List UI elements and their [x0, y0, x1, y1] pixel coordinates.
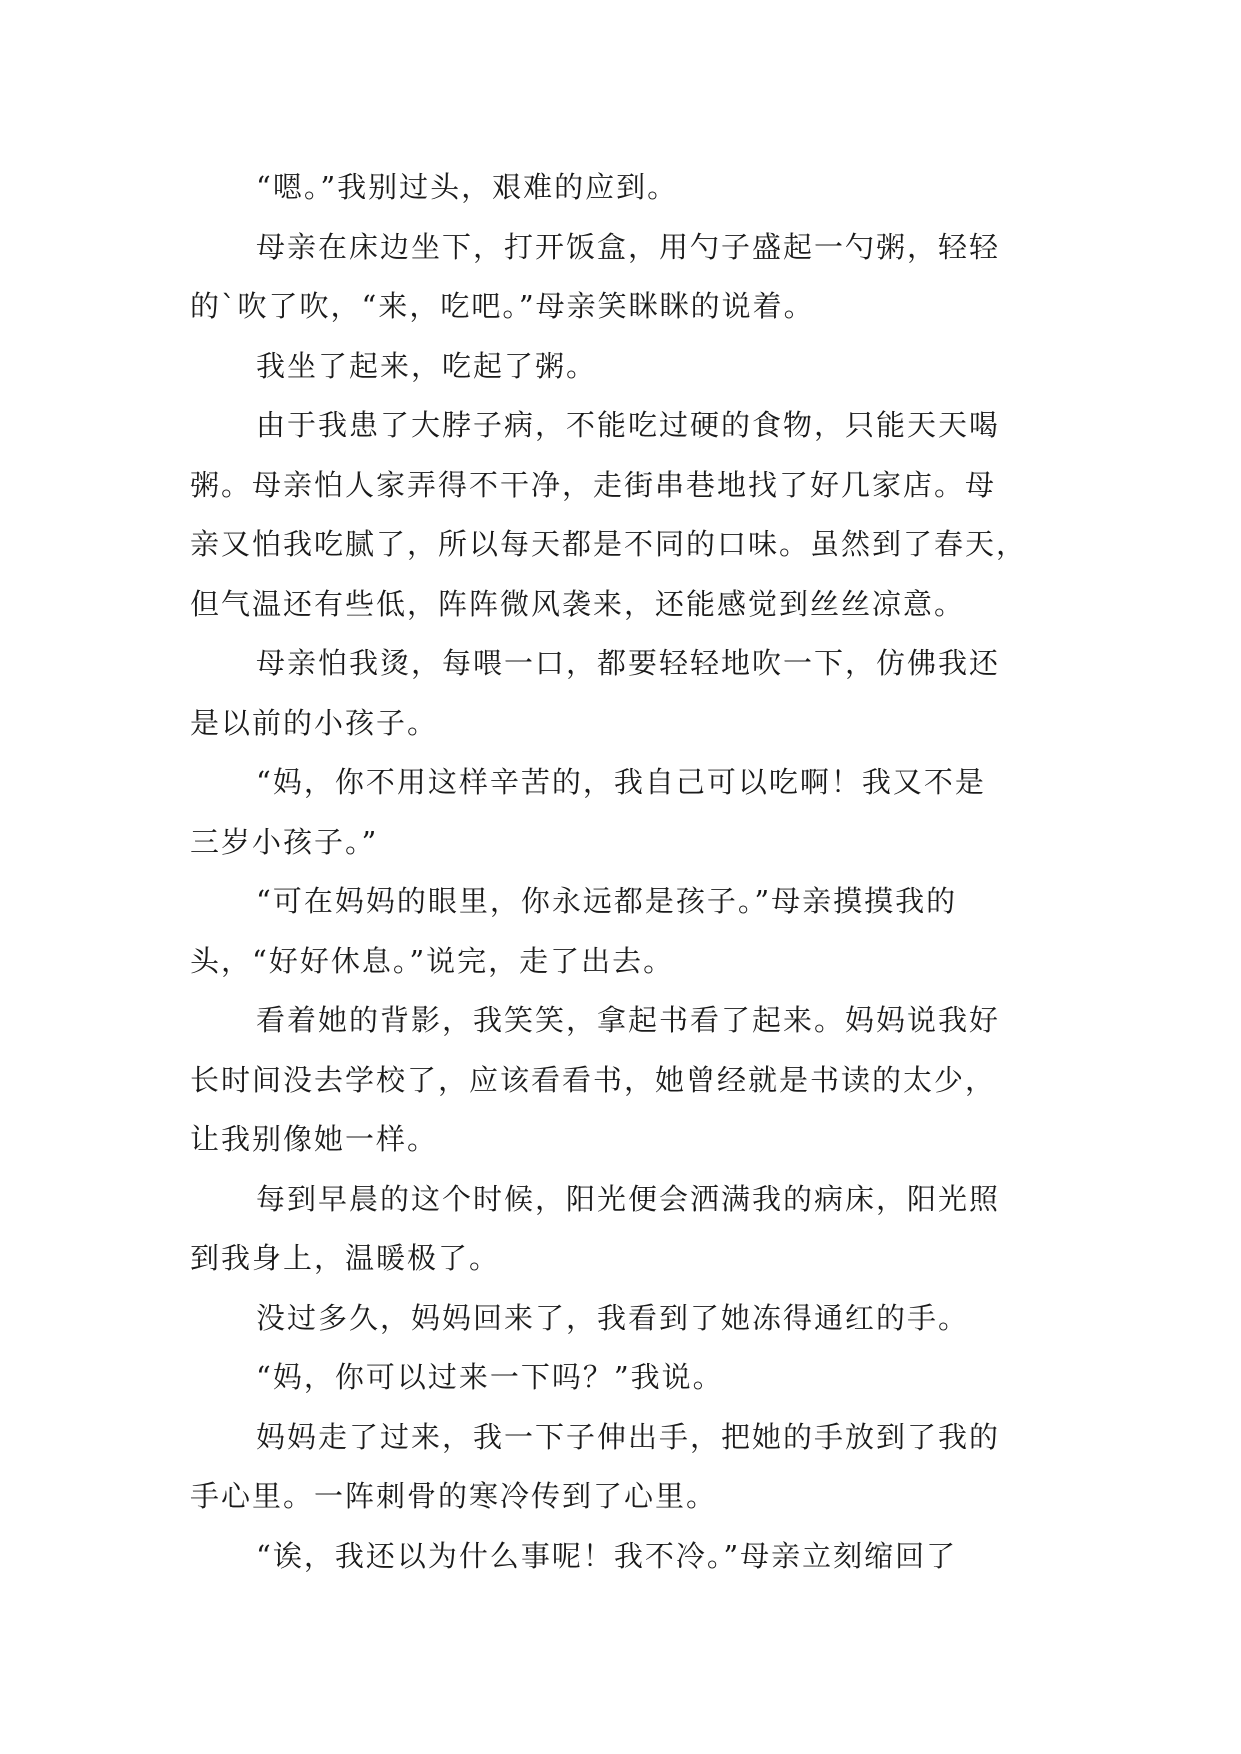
text-line: 母亲在床边坐下，打开饭盒，用勺子盛起一勺粥，轻轻 — [256, 229, 1001, 264]
text-line: 妈妈走了过来，我一下子伸出手，把她的手放到了我的 — [256, 1419, 1001, 1454]
text-line: “嗯。”我别过头，艰难的应到。 — [256, 170, 679, 204]
text-line: 头，“好好休息。”说完，走了出去。 — [190, 943, 675, 978]
text-line: 由于我患了大脖子病，不能吃过硬的食物，只能天天喝 — [256, 408, 1001, 442]
text-line: 看着她的背影，我笑笑，拿起书看了起来。妈妈说我好 — [256, 1003, 1001, 1037]
text-line: “妈，你不用这样辛苦的，我自己可以吃啊！我又不是 — [256, 765, 986, 799]
text-line: “可在妈妈的眼里，你永远都是孩子。”母亲摸摸我的 — [256, 884, 958, 918]
text-line: 母亲怕我烫，每喂一口，都要轻轻地吹一下，仿佛我还 — [256, 646, 1001, 680]
text-line: 亲又怕我吃腻了，所以每天都是不同的口味。虽然到了春天， — [190, 527, 1028, 561]
text-line: 三岁小孩子。” — [190, 824, 379, 859]
body-text — [190, 158, 1060, 1586]
text-line: “诶，我还以为什么事呢！我不冷。”母亲立刻缩回了 — [256, 1538, 958, 1573]
text-line: 每到早晨的这个时候，阳光便会洒满我的病床，阳光照 — [256, 1181, 1001, 1216]
text-line: 到我身上，温暖极了。 — [190, 1241, 501, 1275]
text-line: 长时间没去学校了，应该看看书，她曾经就是书读的太少， — [190, 1062, 997, 1097]
text-line: 是以前的小孩子。 — [190, 705, 439, 740]
text-line: 让我别像她一样。 — [190, 1122, 439, 1156]
text-line: 粥。母亲怕人家弄得不干净，走街串巷地找了好几家店。母 — [190, 467, 997, 502]
text-line: 但气温还有些低，阵阵微风袭来，还能感觉到丝丝凉意。 — [190, 586, 966, 621]
text-line: 没过多久，妈妈回来了，我看到了她冻得通红的手。 — [256, 1300, 970, 1335]
text-line: 手心里。一阵刺骨的寒冷传到了心里。 — [190, 1479, 718, 1513]
text-line: “妈，你可以过来一下吗？”我说。 — [256, 1360, 724, 1394]
text-line: 我坐了起来，吃起了粥。 — [256, 348, 598, 383]
text-line: 的`吹了吹，“来，吃吧。”母亲笑眯眯的说着。 — [190, 289, 815, 323]
